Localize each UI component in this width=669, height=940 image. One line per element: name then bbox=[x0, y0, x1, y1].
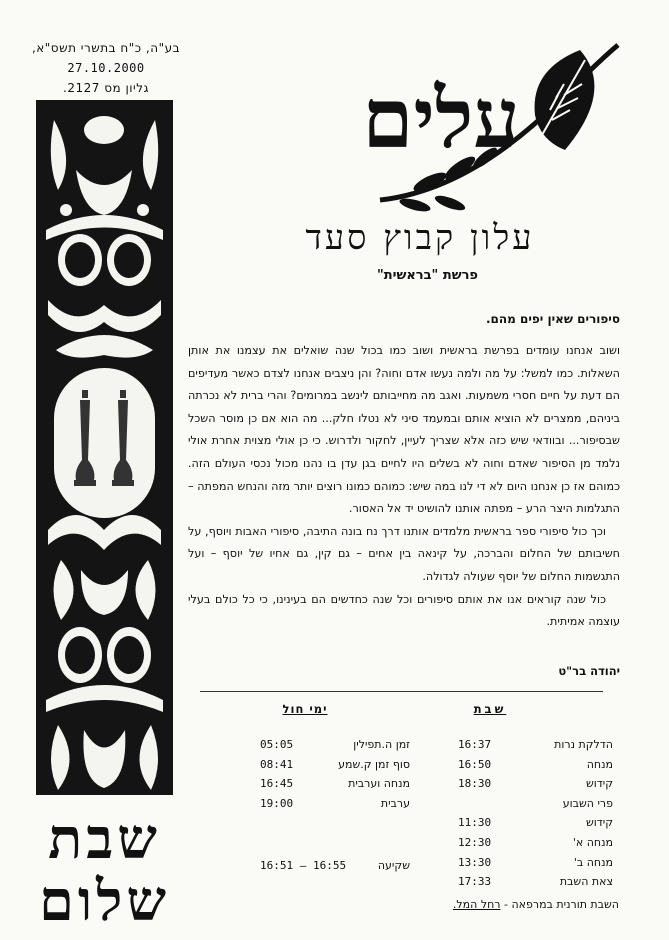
hebrew-date: בע"ה, כ"ח בתשרי תשס"א, bbox=[31, 41, 181, 55]
schedule-row bbox=[458, 853, 613, 873]
weekday-schedule-title: ימי חול bbox=[282, 702, 328, 716]
newsletter-title: עלים bbox=[362, 71, 520, 167]
schedule-time: 05:05 bbox=[260, 738, 294, 751]
schedule-row bbox=[260, 735, 410, 755]
schedule-row bbox=[458, 774, 613, 794]
schedule-time: 18:30 bbox=[458, 777, 492, 791]
schedule-label: מנחה bbox=[586, 757, 613, 771]
article-heading: סיפורים שאין יפים מהם. bbox=[486, 312, 620, 326]
newsletter-subtitle: עלון קבוץ סעד bbox=[305, 218, 535, 258]
schedule-time: 13:30 bbox=[458, 855, 492, 869]
schedule-label: מנחה ב' bbox=[573, 855, 613, 869]
schedule-time: 11:30 bbox=[458, 816, 492, 830]
schedule-label: קידוש bbox=[585, 816, 613, 830]
issue-meta bbox=[21, 38, 191, 98]
shabbat-shalom-caption: שבת שלום bbox=[38, 806, 171, 934]
schedule-label: זמן ה.תפילין bbox=[353, 738, 410, 751]
schedule-row bbox=[458, 735, 613, 755]
papercut-ornament-icon bbox=[36, 100, 173, 795]
footer-note bbox=[364, 898, 619, 911]
schedule-row bbox=[458, 872, 613, 892]
schedule-time: 17:33 bbox=[458, 875, 492, 889]
footer-text: השבת תורנית במרפאה - bbox=[503, 898, 619, 911]
footer-host: רחל המל. bbox=[452, 898, 501, 911]
issue-number: גליון מס 2127. bbox=[63, 81, 149, 95]
weekday-schedule bbox=[260, 735, 410, 813]
schedule-time: 16:45 bbox=[260, 777, 294, 791]
schedule-row bbox=[458, 794, 613, 814]
schedule-time: 08:41 bbox=[260, 757, 294, 771]
article-body bbox=[188, 340, 620, 634]
parasha-name: פרשת "בראשית" bbox=[377, 268, 478, 283]
schedule-label: מנחה וערבית bbox=[348, 777, 410, 791]
schedule-row bbox=[260, 774, 410, 794]
schedule-time: 16:50 bbox=[458, 757, 492, 771]
schedule-time: 12:30 bbox=[458, 835, 492, 849]
schedule-label: פרי השבוע bbox=[562, 796, 613, 810]
schedule-row bbox=[458, 833, 613, 853]
shabbat-schedule bbox=[458, 735, 613, 892]
sunset-label: שקיעה bbox=[377, 859, 410, 872]
section-divider bbox=[200, 691, 603, 692]
schedule-label: סוף זמן ק.שמע bbox=[338, 757, 410, 771]
decorative-papercut-banner bbox=[36, 100, 173, 795]
schedule-row bbox=[458, 813, 613, 833]
schedule-time: 16:37 bbox=[458, 738, 492, 751]
article-paragraph: ושוב אנחנו עומדים בפרשת בראשית ושוב כמו בכול שנה שואלים את עצמנו את אותן השאלות. כמו למשל: על מה ולמה נעשו אדם וחוה? והן ניצבים אנחנו לצדם כאשר מעדיפים הם דעת על חיים חסרי משמעות. ואגב מה מחייבותם לינשב במרומים? והרי ברית לא נכרתה ביניהם, ממצרים לא הוציא אותם ובמעמד סיני לא נטלו חלק... מה הוא אם כן מוסר השכל שבסיפור... ובוודאי שיש כזה אלא שצריך לעיין, לחקור ולדרוש. כי כן אולי מצוית אחרת אולי נלמד מן הסיפור שאדם וחוה לא בשלים היו לחיים בגן עדן בו נהנו מכול נכסי העולם הזה. כמוהם אז כן אנחנו היום לא די לנו במה שיש: כמוהם כמונו רוצים יותר מזה והנחש המפתה – התגלמות היצר הרע – מפתה אותנו להושיט יד אל האסור. bbox=[188, 344, 620, 516]
sunset-times: 16:51 – 16:55 bbox=[260, 859, 347, 872]
schedule-time: 19:00 bbox=[260, 796, 294, 810]
article-paragraph: וכך כול סיפורי ספר בראשית מלמדים אותנו דרך נח בונה התיבה, סיפורי האבות ויוסף, על חשיבותם של החלום והברכה, על קינאה בין אחים – גם קין, גם אחיו של יוסף – ועל התגשמות החלום של יוסף שעולה לגדולה. bbox=[188, 524, 620, 583]
article-paragraph: כול שנה קוראים אנו את אותם סיפורים וכל שנה כחדשים הם בעינינו, כי כל כולם בעלי עוצמה אמיתית. bbox=[188, 592, 620, 629]
shabbat-schedule-title: שבת bbox=[473, 702, 507, 716]
schedule-label: מנחה א' bbox=[572, 835, 613, 849]
schedule-row bbox=[458, 755, 613, 775]
schedule-row bbox=[260, 794, 410, 814]
article-signature: יהודה בר"ט bbox=[558, 664, 620, 678]
gregorian-date: 27.10.2000 bbox=[67, 61, 145, 75]
schedule-label: ערבית bbox=[380, 796, 410, 810]
schedule-label: הדלקת נרות bbox=[554, 738, 613, 751]
schedule-label: צאת השבת bbox=[559, 875, 613, 889]
schedule-row bbox=[260, 856, 410, 876]
schedule-row bbox=[260, 755, 410, 775]
schedule-label: קידוש bbox=[585, 777, 613, 791]
sunset-row bbox=[260, 856, 410, 876]
